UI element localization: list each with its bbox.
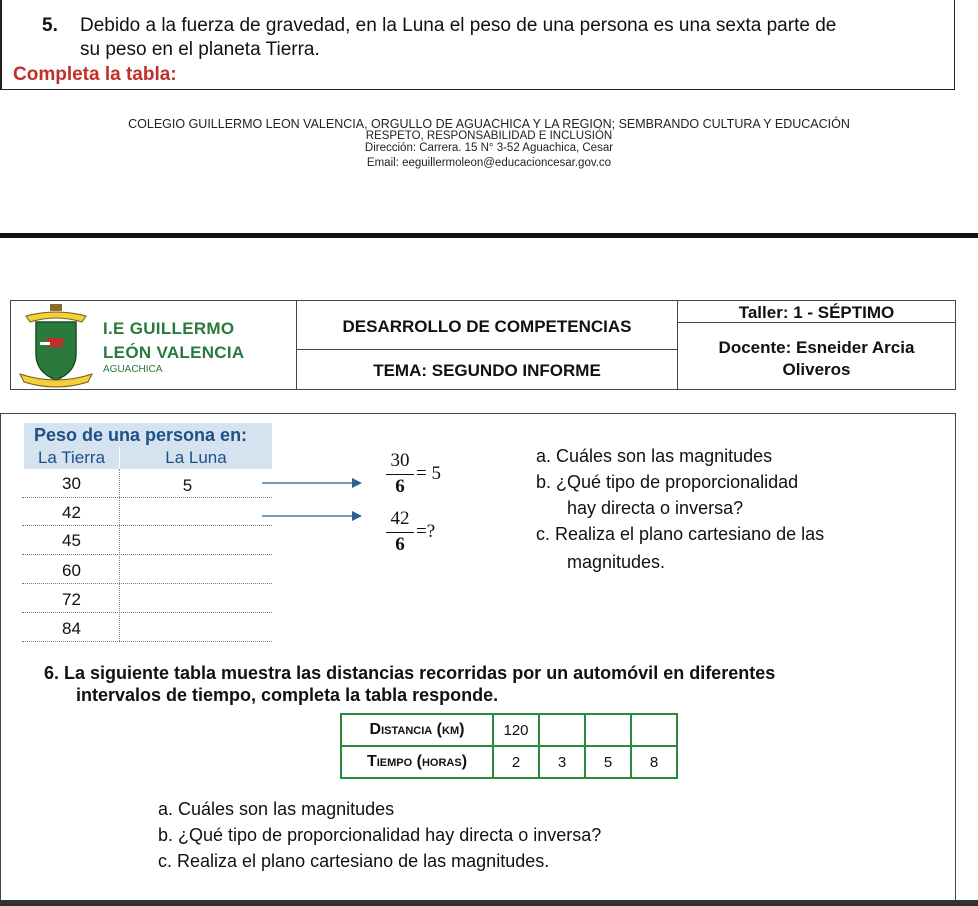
q5-question-b-line2: hay directa o inversa?	[567, 498, 744, 518]
column-moon-header: La Luna	[120, 447, 272, 469]
school-footer-line1: COLEGIO GUILLERMO LEON VALENCIA, ORGULLO DE AGUACHICA Y LA REGION; SEMBRANDO CULTURA Y EDUCACIÓN	[128, 117, 850, 131]
question-5-number: 5.	[42, 15, 58, 36]
distance-label: Distancia (km)	[341, 714, 493, 746]
q5-question-c-line2: magnitudes.	[567, 552, 666, 572]
table-row-divider	[22, 583, 272, 584]
q5-question-a: a. Cuáles son las magnitudes	[536, 446, 773, 466]
teacher-name-line2: Oliveros	[782, 360, 851, 379]
time-cell: 2	[493, 746, 539, 778]
distance-cell[interactable]	[539, 714, 585, 746]
table-row-divider	[22, 554, 272, 555]
q6-question-b: b. ¿Qué tipo de proporcionalidad hay directa o inversa?	[158, 825, 602, 845]
q5-question-c-line1: c. Realiza el plano cartesiano de las	[536, 524, 825, 544]
time-cell: 5	[585, 746, 631, 778]
table-row-divider	[22, 497, 272, 498]
table-cell-earth: 42	[62, 503, 81, 522]
school-footer-line2: RESPETO, RESPONSABILIDAD E INCLUSIÓN	[365, 130, 613, 142]
school-name-line2: LEÓN VALENCIA	[103, 343, 245, 362]
time-row	[341, 746, 677, 778]
table-cell-earth: 72	[62, 590, 81, 609]
topic-title: TEMA: SEGUNDO INFORME	[373, 361, 601, 380]
time-cell: 3	[539, 746, 585, 778]
distance-cell: 120	[493, 714, 539, 746]
fraction-result: = 5	[416, 463, 441, 484]
table-cell-moon: 5	[182, 476, 193, 495]
header-right-top	[678, 301, 955, 323]
distance-row	[341, 714, 677, 746]
table-row-divider	[22, 525, 272, 526]
question-6-text-line2: intervalos de tiempo, completa la tabla responde.	[76, 685, 499, 705]
teacher-name-line1: Docente: Esneider Arcia	[718, 338, 915, 357]
arrow-icon	[262, 477, 362, 489]
header-right	[678, 301, 955, 389]
table-cell-earth: 30	[62, 474, 81, 493]
time-label: Tiempo (horas)	[341, 746, 493, 778]
q5-question-b-line1: b. ¿Qué tipo de proporcionalidad	[536, 472, 799, 492]
distance-cell[interactable]	[585, 714, 631, 746]
school-footer-email: Email: eeguillermoleon@educacioncesar.gov.co	[366, 157, 612, 169]
table-cell-earth: 45	[62, 531, 81, 550]
table-row-divider	[22, 641, 272, 642]
distance-cell[interactable]	[631, 714, 677, 746]
school-footer-address: Dirección: Carrera. 15 N° 3-52 Aguachica, Cesar	[364, 142, 614, 154]
question-5-text-line1: Debido a la fuerza de gravedad, en la Luna el peso de una persona es una sexta parte de	[80, 15, 837, 36]
header-middle	[296, 301, 678, 389]
fraction-numerator: 42	[390, 508, 410, 529]
time-cell: 8	[631, 746, 677, 778]
page-bottom-edge	[0, 900, 978, 906]
column-earth-header: La Tierra	[24, 447, 119, 469]
arrow-icon	[262, 510, 362, 522]
worksheet-header	[10, 300, 956, 390]
workshop-label: Taller: 1 - SÉPTIMO	[738, 303, 895, 322]
school-name-line1: I.E GUILLERMO	[103, 319, 235, 338]
fraction-bar	[386, 532, 414, 533]
fraction-denominator: 6	[395, 476, 405, 497]
development-title: DESARROLLO DE COMPETENCIAS	[342, 317, 632, 336]
table-row-divider	[22, 612, 272, 613]
q6-question-a: a. Cuáles son las magnitudes	[158, 799, 395, 819]
complete-table-instruction: Completa la tabla:	[13, 64, 177, 85]
q6-question-c: c. Realiza el plano cartesiano de las magnitudes.	[158, 851, 550, 871]
weight-table-title: Peso de una persona en:	[24, 423, 272, 447]
distance-time-table	[340, 713, 678, 779]
school-logo-area	[11, 301, 296, 389]
question-5-text-line2: su peso en el planeta Tierra.	[80, 39, 320, 60]
page-divider	[0, 233, 978, 238]
question-6-text-line1: 6. La siguiente tabla muestra las distancias recorridas por un automóvil en diferentes	[44, 663, 776, 683]
school-city: AGUACHICA	[103, 364, 163, 375]
fraction-bar	[386, 474, 414, 475]
fraction-numerator: 30	[390, 450, 410, 471]
fraction-result: =?	[416, 521, 436, 542]
table-cell-earth: 84	[62, 619, 81, 638]
table-cell-earth: 60	[62, 561, 81, 580]
header-middle-top	[297, 301, 677, 350]
fraction-denominator: 6	[395, 534, 405, 555]
school-crest-icon	[16, 302, 96, 388]
